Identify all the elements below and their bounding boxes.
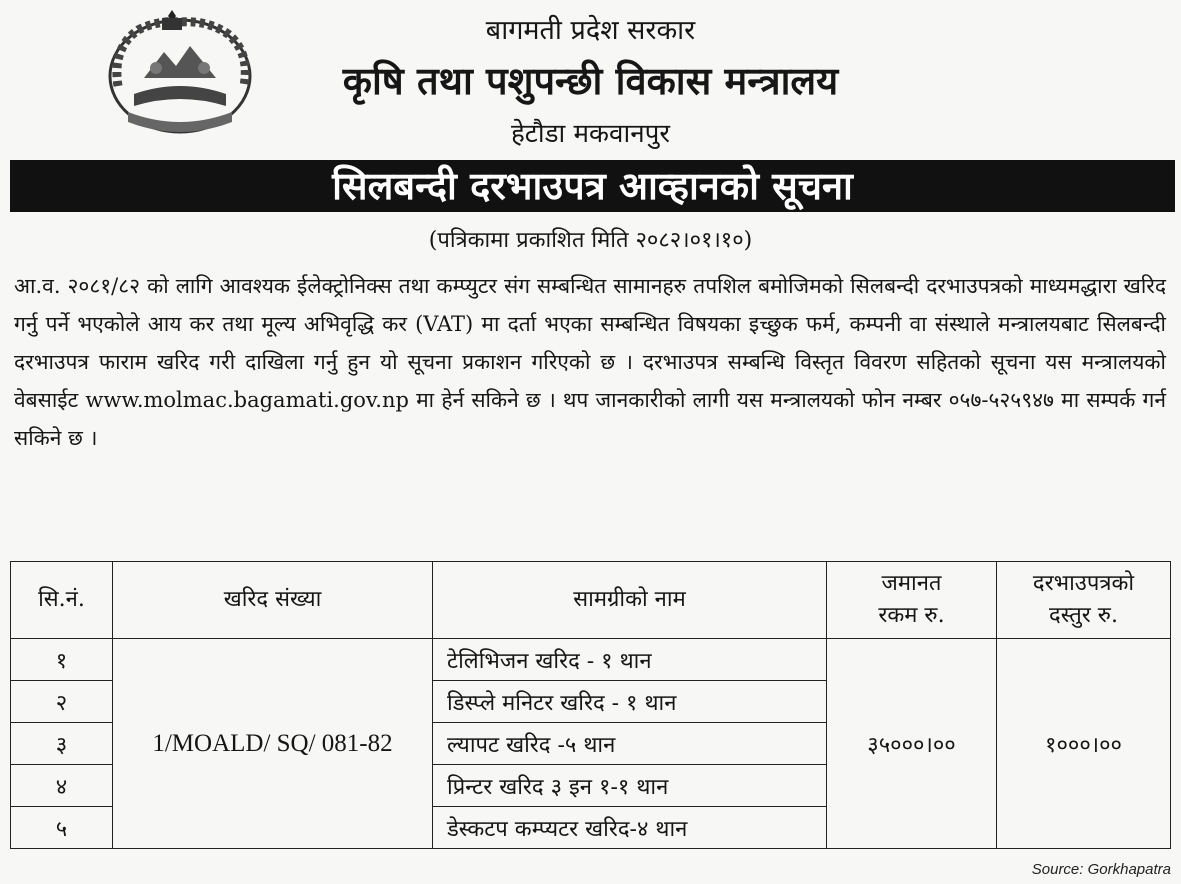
source-credit: Source: Gorkhapatra xyxy=(1031,861,1171,878)
row-item: ल्यापट खरिद -५ थान xyxy=(433,723,827,765)
header-deposit-line2: रकम रु. xyxy=(878,603,945,628)
header-fee xyxy=(997,562,1171,639)
header-fee-line1: दरभाउपत्रको xyxy=(1032,571,1135,596)
notice-title: सिलबन्दी दरभाउपत्र आव्हानको सूचना xyxy=(10,160,1175,212)
header-bid-no: खरिद संख्या xyxy=(113,562,433,639)
deposit-amount: ३५०००।०० xyxy=(827,639,997,849)
header-deposit xyxy=(827,562,997,639)
header-fee-line2: दस्तुर रु. xyxy=(1049,603,1118,628)
row-item: डेस्कटप कम्प्यटर खरिद-४ थान xyxy=(433,807,827,849)
publication-date: (पत्रिकामा प्रकाशित मिति २०८२।०१।१०) xyxy=(428,228,753,253)
bid-table xyxy=(10,561,1171,849)
table-header-row xyxy=(11,562,1171,639)
header-item: सामग्रीको नाम xyxy=(433,562,827,639)
notice-body: आ.व. २०८१/८२ को लागि आवश्यक ईलेक्ट्रोनिक्स तथा कम्प्युटर संग सम्बन्धित सामानहरु तपशिल बमोजिमको सिलबन्दी दरभाउपत्रको माध्यमद्धारा खरिद गर्नु पर्ने भएकोले आय कर तथा मूल्य अभिवृद्धि कर (VAT) मा दर्ता भएका सम्बन्धित विषयका इच्छुक फर्म, कम्पनी वा संस्थाले मन्त्रालयबाट सिलबन्दी दरभाउपत्र फाराम खरिद गरी दाखिला गर्नु हुन यो सूचना प्रकाशन गरिएको छ । दरभाउपत्र सम्बन्धि विस्तृत विवरण सहितको सूचना यस मन्त्रालयको वेबसाईट www.molmac.bagamati.gov.np मा हेर्न सकिने छ । थप जानकारीको लागी यस मन्त्रालयको फोन नम्बर ०५७-५२५९४७ मा सम्पर्क गर्न सकिने छ । xyxy=(14,274,1166,450)
table-row xyxy=(11,639,1171,681)
office-location: हेटौडा मकवानपुर xyxy=(510,119,671,149)
row-sn: २ xyxy=(11,681,113,723)
ministry-name: कृषि तथा पशुपन्छी विकास मन्त्रालय xyxy=(342,58,839,103)
row-sn: ३ xyxy=(11,723,113,765)
row-item: डिस्प्ले मनिटर खरिद - १ थान xyxy=(433,681,827,723)
header-sn: सि.नं. xyxy=(11,562,113,639)
header-deposit-line1: जमानत xyxy=(881,571,942,596)
row-item: टेलिभिजन खरिद - १ थान xyxy=(433,639,827,681)
row-item: प्रिन्टर खरिद ३ इन १-१ थान xyxy=(433,765,827,807)
bid-fee: १०००।०० xyxy=(997,639,1171,849)
row-sn: १ xyxy=(11,639,113,681)
government-name: बागमती प्रदेश सरकार xyxy=(485,15,696,46)
row-sn: ४ xyxy=(11,765,113,807)
bid-number: 1/MOALD/ SQ/ 081-82 xyxy=(113,639,433,849)
row-sn: ५ xyxy=(11,807,113,849)
